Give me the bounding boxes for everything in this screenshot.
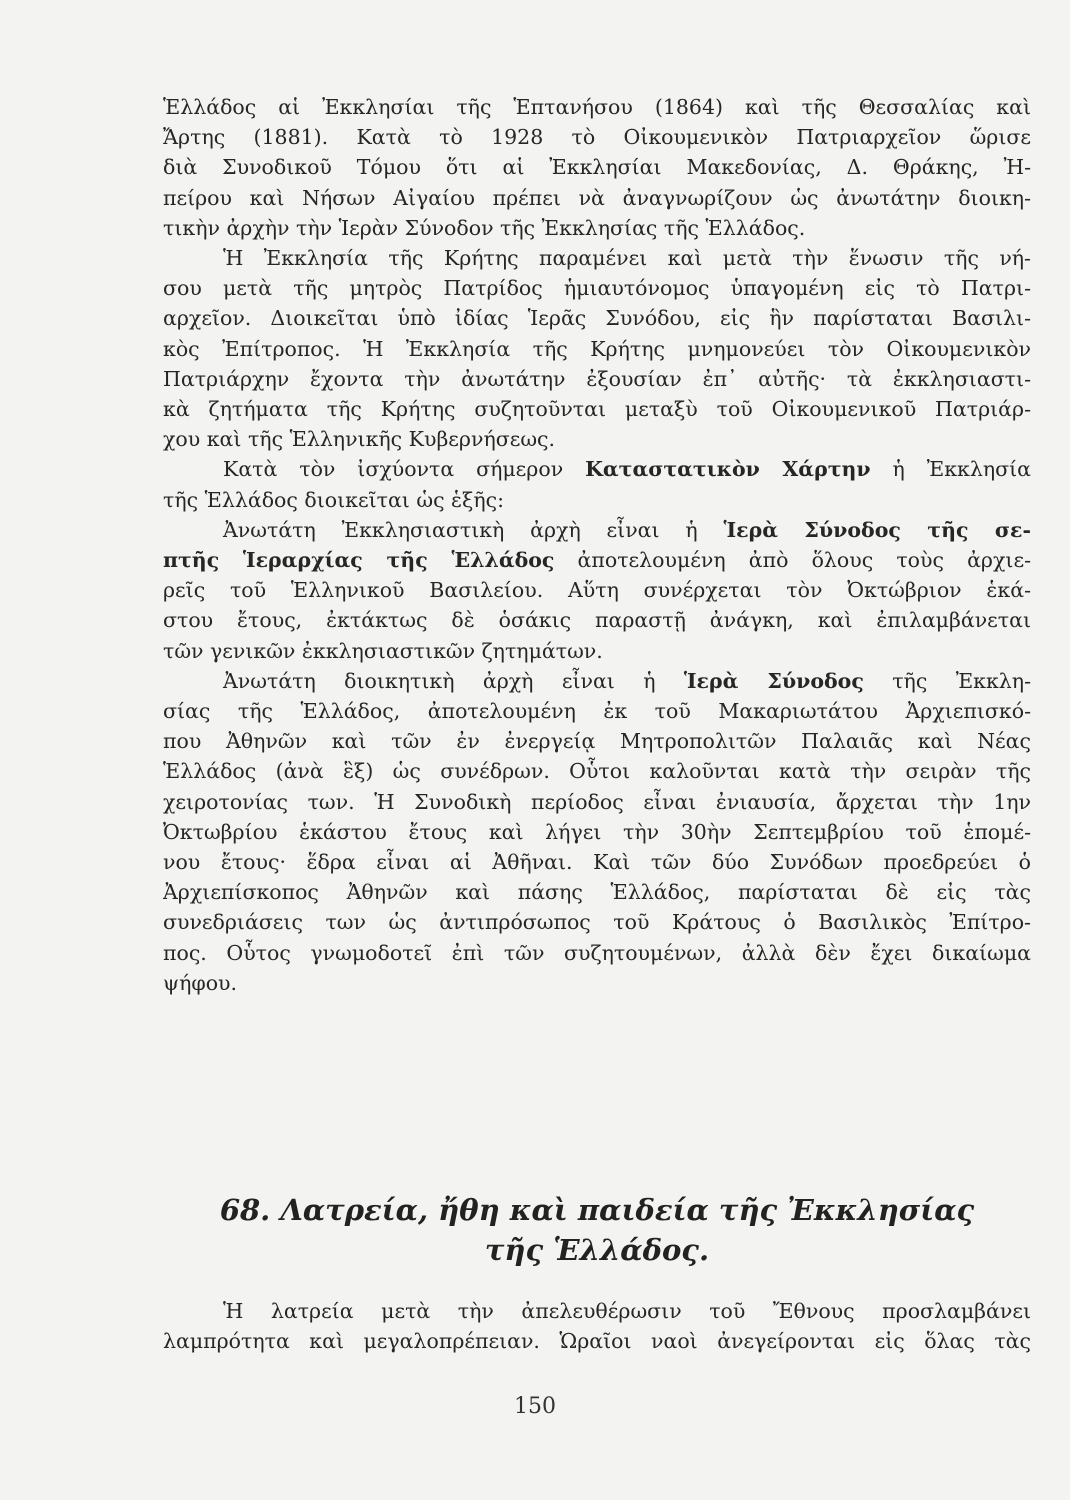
- opening-paragraphs: [163, 92, 1031, 454]
- page-number: 150: [514, 1394, 556, 1419]
- bold-term: Ἱερὰ Σύνοδος τῆς σε-: [723, 517, 1031, 542]
- text-run: Ἀνωτάτη διοικητικὴ ἀρχὴ εἶναι ἡ: [223, 668, 684, 693]
- supreme-authority-line: τῶν γενικῶν ἐκκλησιαστικῶν ζητημάτων.: [163, 638, 603, 663]
- bold-term: Καταστατικὸν Χάρτην: [585, 457, 871, 482]
- text-line: τικὴν ἀρχὴν τὴν Ἱερὰν Σύνοδον τῆς Ἐκκλησίας τῆς Ἑλλάδος.: [163, 215, 806, 240]
- text-line: πείρου καὶ Νήσων Αἰγαίου πρέπει νὰ ἀναγνωρίζουν ὡς ἀνωτάτην διοικη-: [163, 185, 1031, 210]
- text-line: Ἑλλάδος (ἀνὰ ἓξ) ὡς συνέδρων. Οὗτοι καλοῦνται κατὰ τὴν σειρὰν τῆς: [163, 759, 1031, 784]
- text-line: αρχεῖον. Διοικεῖται ὑπὸ ἰδίας Ἱερᾶς Συνόδου, εἰς ἣν παρίσταται Βασιλι-: [163, 306, 1031, 331]
- bold-term: πτῆς Ἱεραρχίας τῆς Ἑλλάδος: [163, 548, 555, 573]
- text-run: τῆς Ἐκκλη-: [863, 668, 1032, 693]
- section-heading: [163, 1190, 1031, 1270]
- text-line: σίας τῆς Ἑλλάδος, ἀποτελουμένη ἐκ τοῦ Μακαριωτάτου Ἀρχιεπισκό-: [163, 699, 1031, 724]
- text-line: Ἡ Ἐκκλησία τῆς Κρήτης παραμένει καὶ μετὰ τὴν ἕνωσιν τῆς νή-: [223, 246, 1031, 271]
- body-text-bottom: [163, 1296, 1031, 1356]
- admin-authority-line: [163, 666, 1031, 696]
- text-run: Κατὰ τὸν ἰσχύοντα σήμερον: [223, 457, 586, 482]
- text-line: Πατριάρχην ἔχοντα τὴν ἀνωτάτην ἐξουσίαν ἐπ᾽ αὐτῆς· τὰ ἐκκλησιαστι-: [163, 366, 1031, 391]
- supreme-authority-line: ρεῖς τοῦ Ἑλληνικοῦ Βασιλείου. Αὕτη συνέρχεται τὸν Ὀκτώβριον ἑκά-: [163, 578, 1031, 603]
- text-line: Ἄρτης (1881). Κατὰ τὸ 1928 τὸ Οἰκουμενικὸν Πατριαρχεῖον ὥρισε: [163, 125, 1031, 150]
- supreme-authority-line: στου ἔτους, ἐκτάκτως δὲ ὁσάκις παραστῇ ἀνάγκη, καὶ ἐπιλαμβάνεται: [163, 608, 1031, 633]
- text-line: Ἀρχιεπίσκοπος Ἀθηνῶν καὶ πάσης Ἑλλάδος, παρίσταται δὲ εἰς τὰς: [163, 880, 1031, 905]
- text-run: ἀποτελουμένη ἀπὸ ὅλους τοὺς ἀρχιε-: [554, 548, 1031, 573]
- text-line: Ἡ λατρεία μετὰ τὴν ἀπελευθέρωσιν τοῦ Ἔθνους προσλαμβάνει: [223, 1299, 1031, 1323]
- text-line: ψήφου.: [163, 970, 238, 995]
- text-line: πος. Οὗτος γνωμοδοτεῖ ἐπὶ τῶν συζητουμένων, ἀλλὰ δὲν ἔχει δικαίωμα: [163, 940, 1031, 965]
- worship-paragraph: [163, 1296, 1031, 1356]
- section-heading-line: τῆς Ἑλλάδος.: [484, 1233, 710, 1267]
- text-line: κὸς Ἐπίτροπος. Ἡ Ἐκκλησία τῆς Κρήτης μνημονεύει τὸν Οἰκουμενικὸν: [163, 336, 1031, 361]
- text-line: χου καὶ τῆς Ἑλληνικῆς Κυβερνήσεως.: [163, 427, 556, 452]
- text-line: χειροτονίας των. Ἡ Συνοδικὴ περίοδος εἶναι ἐνιαυσία, ἄρχεται τὴν 1ην: [163, 789, 1031, 814]
- text-line: Ὀκτωβρίου ἑκάστου ἔτους καὶ λήγει τὴν 30ὴν Σεπτεμβρίου τοῦ ἑπομέ-: [163, 819, 1031, 844]
- admin-authority-rest: [163, 696, 1031, 998]
- charter-paragraph-line: τῆς Ἑλλάδος διοικεῖται ὡς ἑξῆς:: [163, 487, 505, 512]
- bold-term: Ἱερὰ Σύνοδος: [683, 668, 864, 693]
- section-heading-line: 68. Λατρεία, ἤθη καὶ παιδεία τῆς Ἐκκλησίας: [219, 1193, 975, 1227]
- supreme-authority-line: [163, 515, 1031, 545]
- text-line: κὰ ζητήματα τῆς Κρήτης συζητοῦνται μεταξὺ τοῦ Οἰκουμενικοῦ Πατριάρ-: [163, 397, 1031, 422]
- text-run: Ἀνωτάτη Ἐκκλησιαστικὴ ἀρχὴ εἶναι ἡ: [223, 517, 724, 542]
- supreme-authority-line: [163, 545, 1031, 575]
- charter-paragraph-line: [163, 454, 1031, 484]
- body-text-top: [163, 92, 1031, 998]
- text-line: διὰ Συνοδικοῦ Τόμου ὅτι αἱ Ἐκκλησίαι Μακεδονίας, Δ. Θράκης, Ἠ-: [163, 155, 1031, 180]
- text-line: σου μετὰ τῆς μητρὸς Πατρίδος ἡμιαυτόνομος ὑπαγομένη εἰς τὸ Πατρι-: [163, 276, 1031, 301]
- text-run: ἡ Ἐκκλησία: [870, 457, 1031, 482]
- text-line: λαμπρότητα καὶ μεγαλοπρέπειαν. Ὡραῖοι ναοὶ ἀνεγείρονται εἰς ὅλας τὰς: [163, 1329, 1031, 1354]
- text-line: που Ἀθηνῶν καὶ τῶν ἐν ἐνεργείᾳ Μητροπολιτῶν Παλαιᾶς καὶ Νέας: [163, 729, 1031, 754]
- text-line: νου ἔτους· ἕδρα εἶναι αἱ Ἀθῆναι. Καὶ τῶν δύο Συνόδων προεδρεύει ὁ: [163, 850, 1031, 875]
- text-line: συνεδριάσεις των ὡς ἀντιπρόσωπος τοῦ Κράτους ὁ Βασιλικὸς Ἐπίτρο-: [163, 910, 1031, 935]
- text-line: Ἑλλάδος αἱ Ἐκκλησίαι τῆς Ἑπτανήσου (1864) καὶ τῆς Θεσσαλίας καὶ: [163, 95, 1031, 119]
